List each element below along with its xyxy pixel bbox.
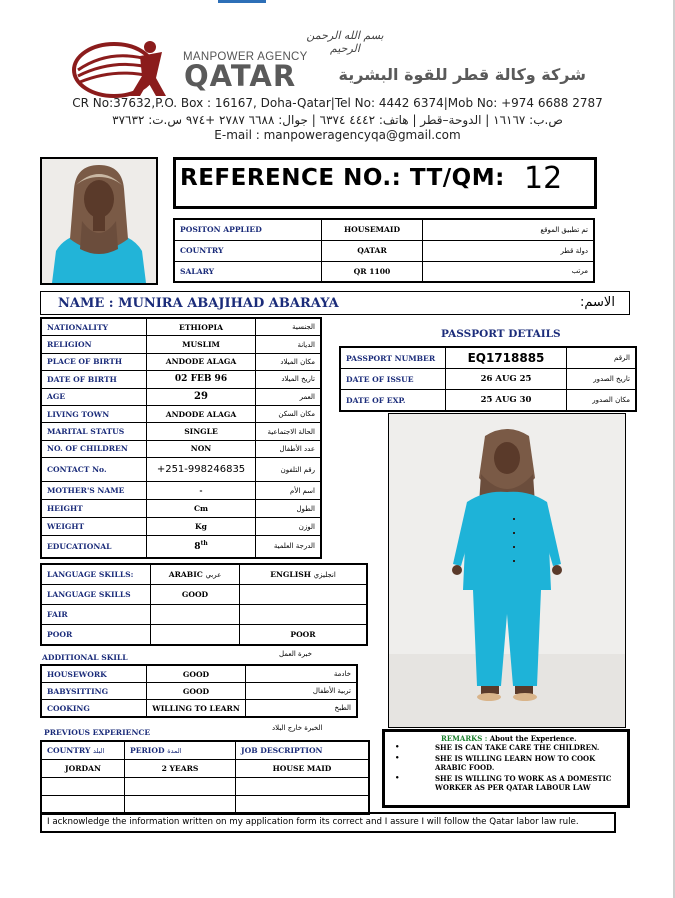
language-row-label: LANGUAGE SKILLS — [41, 585, 151, 605]
skill-value: GOOD — [147, 665, 246, 683]
info-row — [41, 440, 321, 457]
info-arabic-label: الدرجة العلمية — [256, 536, 322, 558]
remark-text: SHE IS WILLING LEARN HOW TO COOK ARABIC FOOD. — [435, 754, 596, 772]
reference-label: REFERENCE NO.: TT/QM: — [180, 165, 505, 191]
info-row — [41, 388, 321, 405]
full-body-illustration — [389, 414, 625, 727]
position-arabic-label: دولة قطر — [423, 240, 595, 261]
remark-item — [395, 743, 620, 752]
info-label: CONTACT No. — [41, 458, 147, 482]
info-arabic-label: عدد الأطفال — [256, 440, 322, 457]
agency-logo — [70, 38, 182, 98]
skill-row — [41, 683, 357, 700]
agency-name-qatar: QATAR — [184, 59, 297, 93]
position-row — [174, 219, 594, 240]
position-label: POSITON APPLIED — [174, 219, 322, 240]
passport-details-title: PASSPORT DETAILS — [441, 328, 561, 340]
remarks-title-label: REMARKS : — [441, 734, 488, 743]
experience-country — [41, 778, 125, 796]
info-value: Cm — [147, 500, 256, 518]
position-label: COUNTRY — [174, 240, 322, 261]
info-row — [41, 458, 321, 482]
acknowledgement-statement: I acknowledge the information written on my application form its correct and I assure I will follow the Qatar labor law rule. — [40, 812, 616, 833]
info-label: EDUCATIONAL — [41, 536, 147, 558]
agency-name-arabic: شركة وكالة قطر للقوة البشرية — [338, 65, 586, 84]
info-value: SINGLE — [147, 423, 256, 440]
skill-label: HOUSEWORK — [41, 665, 147, 683]
country-column-header — [41, 741, 125, 760]
info-arabic-label: الجنسية — [256, 318, 322, 336]
position-arabic-label: تم تطبيق الموقع — [423, 219, 595, 240]
language-row — [41, 625, 367, 646]
experience-row — [41, 778, 369, 796]
position-label: SALARY — [174, 261, 322, 282]
language-row — [41, 585, 367, 605]
education-grade-suffix: th — [200, 540, 208, 548]
skill-arabic-label: تربية الأطفال — [246, 683, 358, 700]
remarks-title-rest: About the Experience. — [489, 734, 577, 743]
info-value: - — [147, 482, 256, 500]
experience-period — [125, 778, 236, 796]
info-label: MARITAL STATUS — [41, 423, 147, 440]
info-value: ETHIOPIA — [147, 318, 256, 336]
language-header-label: LANGUAGE SKILLS: — [41, 564, 151, 585]
skill-value: WILLING TO LEARN — [147, 700, 246, 718]
previous-experience-title: PREVIOUS EXPERIENCE — [44, 728, 151, 737]
position-arabic-label: مرتب — [423, 261, 595, 282]
additional-skill-title: ADDITIONAL SKILL — [42, 653, 128, 662]
passport-row — [340, 347, 636, 369]
info-value: NON — [147, 440, 256, 457]
bullet-icon: • — [395, 754, 400, 762]
passport-table — [339, 346, 637, 412]
info-row — [41, 423, 321, 440]
education-grade: 8 — [194, 542, 201, 553]
period-column-header — [125, 741, 236, 760]
passport-value: 26 AUG 25 — [446, 369, 567, 390]
passport-row — [340, 390, 636, 412]
passport-arabic-label: الرقم — [567, 347, 637, 369]
skill-arabic-label: خادمة — [246, 665, 358, 683]
info-arabic-label: الحالة الاجتماعية — [256, 423, 322, 440]
skill-arabic-label: الطبخ — [246, 700, 358, 718]
skill-label: BABYSITTING — [41, 683, 147, 700]
remark-text: SHE IS CAN TAKE CARE THE CHILDREN. — [435, 743, 600, 752]
info-value: MUSLIM — [147, 336, 256, 353]
arabic-label-ar: عربي — [205, 571, 222, 579]
previous-experience-title-arabic: الخبرة خارج البلاد — [272, 724, 323, 732]
passport-label: DATE OF ISSUE — [340, 369, 446, 390]
passport-arabic-label: تاريخ الصدور — [567, 369, 637, 390]
job-column-header: JOB DESCRIPTION — [236, 741, 370, 760]
passport-value: 25 AUG 30 — [446, 390, 567, 412]
experience-row — [41, 760, 369, 778]
info-label: MOTHER'S NAME — [41, 482, 147, 500]
position-value: HOUSEMAID — [322, 219, 423, 240]
info-value: ANDODE ALAGA — [147, 353, 256, 370]
passport-arabic-label: مكان الصدور — [567, 390, 637, 412]
info-row — [41, 318, 321, 336]
experience-job: HOUSE MAID — [236, 760, 370, 778]
contact-line-english: CR No:37632,P.O. Box : 16167, Doha-Qatar|Tel No: 4442 6374|Mob No: +974 6688 2787 — [72, 96, 603, 110]
position-row — [174, 240, 594, 261]
info-value: +251-998246835 — [147, 458, 256, 482]
language-row — [41, 605, 367, 625]
info-row — [41, 482, 321, 500]
experience-period: 2 YEARS — [125, 760, 236, 778]
info-label: NATIONALITY — [41, 318, 147, 336]
reference-number: 12 — [524, 161, 563, 196]
english-column-header — [240, 564, 368, 585]
english-label: ENGLISH — [270, 570, 311, 579]
info-label: DATE OF BIRTH — [41, 371, 147, 388]
agency-name-english: MANPOWER AGENCY — [183, 51, 308, 63]
applicant-name: NAME : MUNIRA ABAJIHAD ABARAYA — [58, 296, 339, 311]
skill-row — [41, 700, 357, 718]
applicant-portrait-photo — [40, 157, 158, 285]
info-arabic-label: الطول — [256, 500, 322, 518]
info-value — [147, 536, 256, 558]
info-value: ANDODE ALAGA — [147, 405, 256, 422]
info-arabic-label: تاريخ الميلاد — [256, 371, 322, 388]
bullet-icon: • — [395, 743, 400, 751]
language-english-value — [240, 585, 368, 605]
additional-skills-table — [40, 664, 358, 718]
info-row — [41, 336, 321, 353]
language-row-label: FAIR — [41, 605, 151, 625]
passport-label: PASSPORT NUMBER — [340, 347, 446, 369]
info-arabic-label: الديانة — [256, 336, 322, 353]
language-arabic-value — [151, 625, 240, 646]
language-arabic-value — [151, 605, 240, 625]
info-label: AGE — [41, 388, 147, 405]
period-header: PERIOD — [130, 746, 165, 755]
top-accent-bar — [218, 0, 266, 3]
info-value: 02 FEB 96 — [147, 371, 256, 388]
remarks-title — [441, 734, 577, 743]
info-label: NO. OF CHILDREN — [41, 440, 147, 457]
language-english-value — [240, 605, 368, 625]
info-row — [41, 500, 321, 518]
info-label: PLACE OF BIRTH — [41, 353, 147, 370]
position-value: QR 1100 — [322, 261, 423, 282]
info-row — [41, 371, 321, 388]
info-row — [41, 353, 321, 370]
info-arabic-label: مكان السكن — [256, 405, 322, 422]
info-value: Kg — [147, 518, 256, 536]
remark-item — [395, 754, 625, 772]
bismillah-calligraphy: بسم الله الرحمن الرحيم — [306, 29, 384, 55]
info-arabic-label: مكان الميلاد — [256, 353, 322, 370]
info-label: RELIGION — [41, 336, 147, 353]
language-header-row — [41, 564, 367, 585]
experience-job — [236, 778, 370, 796]
experience-header-row — [41, 741, 369, 760]
bullet-icon: • — [395, 774, 400, 782]
arabic-label: ARABIC — [168, 570, 203, 579]
experience-country: JORDAN — [41, 760, 125, 778]
additional-skill-title-arabic: خبرة العمل — [279, 650, 312, 658]
english-label-ar: انجليزي — [313, 571, 336, 579]
info-value: 29 — [147, 388, 256, 405]
experience-table — [40, 740, 370, 815]
position-row — [174, 261, 594, 282]
info-row — [41, 536, 321, 558]
language-row-label: POOR — [41, 625, 151, 646]
info-arabic-label: العمر — [256, 388, 322, 405]
applicant-name-arabic-label: الاسم: — [580, 295, 615, 310]
info-arabic-label: الوزن — [256, 518, 322, 536]
country-header-ar: البلد — [93, 747, 105, 755]
info-label: LIVING TOWN — [41, 405, 147, 422]
applicant-full-body-photo — [388, 413, 626, 728]
period-header-ar: المدة — [167, 747, 182, 755]
email-line: E-mail : manpoweragencyqa@gmail.com — [214, 128, 461, 142]
position-value: QATAR — [322, 240, 423, 261]
info-arabic-label: اسم الأم — [256, 482, 322, 500]
info-label: HEIGHT — [41, 500, 147, 518]
language-arabic-value: GOOD — [151, 585, 240, 605]
remark-item — [395, 774, 620, 792]
country-header: COUNTRY — [47, 746, 91, 755]
remark-text: SHE IS WILLING TO WORK AS A DOMESTIC WORKER AS PER QATAR LABOUR LAW — [435, 774, 612, 792]
skill-row — [41, 665, 357, 683]
language-english-value: POOR — [240, 625, 368, 646]
passport-label: DATE OF EXP. — [340, 390, 446, 412]
info-label: WEIGHT — [41, 518, 147, 536]
portrait-illustration — [42, 159, 156, 283]
info-row — [41, 518, 321, 536]
passport-row — [340, 369, 636, 390]
skill-value: GOOD — [147, 683, 246, 700]
skill-label: COOKING — [41, 700, 147, 718]
info-arabic-label: رقم التلفون — [256, 458, 322, 482]
position-table — [173, 218, 595, 283]
passport-value: EQ1718885 — [446, 347, 567, 369]
arabic-column-header — [151, 564, 240, 585]
language-skills-table — [40, 563, 368, 646]
info-row — [41, 405, 321, 422]
contact-line-arabic: ص.ب: ١٦١٦٧ | الدوحة–قطر | هاتف: ٤٤٤٢ ٦٣٧٤ | جوال: ٦٦٨٨ ٢٧٨٧ +٩٧٤ س.ت: ٣٧٦٣٢ — [112, 113, 563, 127]
personal-info-table — [40, 317, 322, 559]
